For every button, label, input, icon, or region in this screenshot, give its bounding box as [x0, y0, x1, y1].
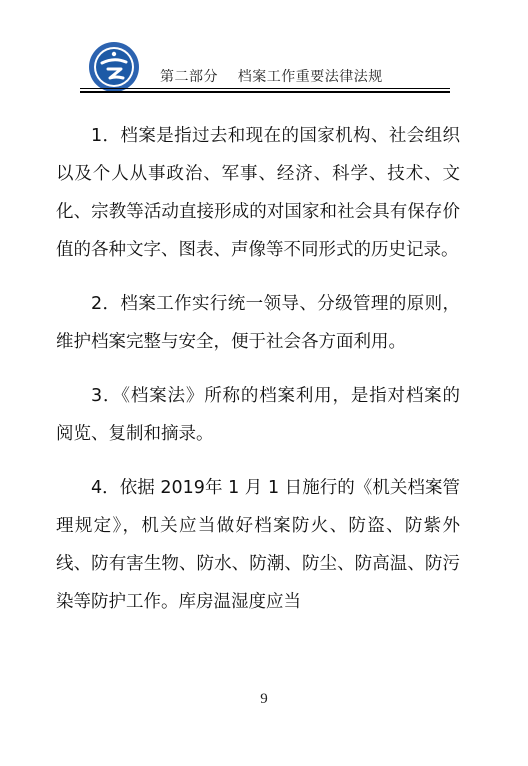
page-number: 9 [260, 691, 268, 707]
school-logo [88, 41, 140, 93]
paragraph-2: 2．档案工作实行统一领导、分级管理的原则，维护档案完整与安全，便于社会各方面利用。 [56, 294, 460, 352]
document-body [56, 117, 460, 637]
paragraph-1: 1．档案是指过去和现在的国家机构、社会组织以及个人从事政治、军事、经济、科学、技术、文化、宗教等活动直接形成的对国家和社会具有保存价值的各种文字、图表、声像等不同形式的历史记录。 [56, 126, 460, 260]
header-rule-thick [80, 91, 450, 93]
header-rule-thin [80, 88, 450, 89]
paragraph-4: 4．依据 2019年 1 月 1 日施行的《机关档案管理规定》，机关应当做好档案防火、防盗、防紫外线、防有害生物、防水、防潮、防尘、防高温、防污染等防护工作。库房温湿度应当 [56, 478, 460, 612]
header-title: 第二部分 档案工作重要法律法规 [160, 69, 383, 85]
paragraph-3: 3．《档案法》所称的档案利用，是指对档案的阅览、复制和摘录。 [56, 386, 460, 444]
